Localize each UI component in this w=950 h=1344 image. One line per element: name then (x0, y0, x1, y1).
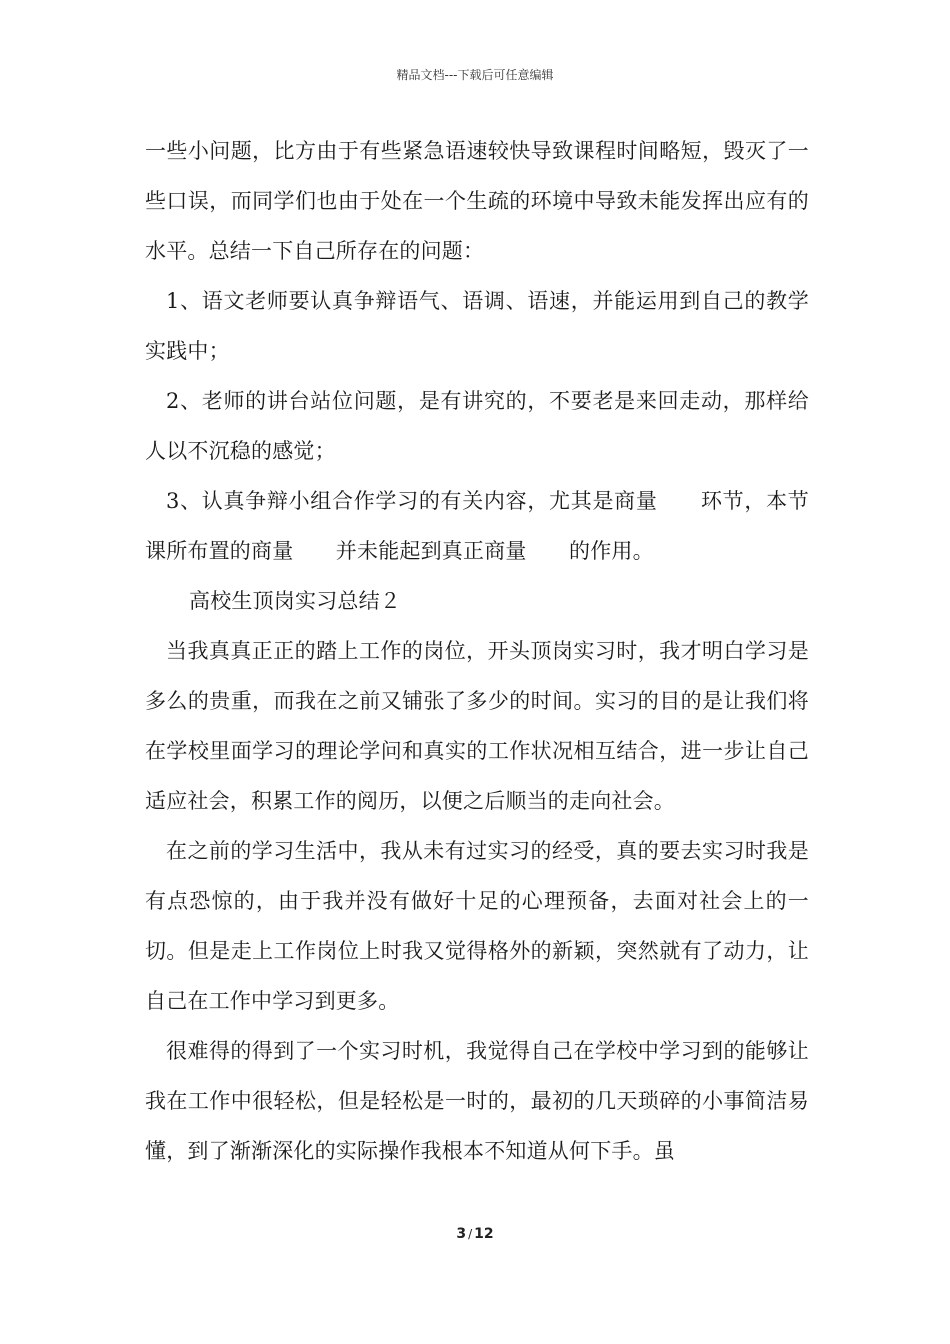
paragraph: 很难得的得到了一个实习时机，我觉得自己在学校中学习到的能够让我在工作中很轻松，但是轻松是一时的，最初的几天琐碎的小事简洁易懂，到了渐渐深化的实际操作我根本不知道从何下手。虽 (145, 1039, 809, 1163)
list-item: 2、老师的讲台站位问题，是有讲究的，不要老是来回走动，那样给人以不沉稳的感觉； (145, 389, 809, 463)
page-separator: / (468, 1227, 473, 1241)
paragraph: 在之前的学习生活中，我从未有过实习的经受，真的要去实习时我是有点恐惊的，由于我并没有做好十足的心理预备，去面对社会上的一切。但是走上工作岗位上时我又觉得格外的新颖，突然就有了动力，让自己在工作中学习到更多。 (145, 839, 809, 1013)
document-body (145, 126, 809, 1176)
section-heading: 高校生顶岗实习总结２ (189, 589, 401, 613)
paragraph: 一些小问题，比方由于有些紧急语速较快导致课程时间略短，毁灭了一些口误，而同学们也由于处在一个生疏的环境中导致未能发挥出应有的水平。总结一下自己所存在的问题： (145, 139, 809, 263)
paragraph: 当我真真正正的踏上工作的岗位，开头顶岗实习时，我才明白学习是多么的贵重，而我在之前又铺张了多少的时间。实习的目的是让我们将在学校里面学习的理论学问和真实的工作状况相互结合，进一步让自己适应社会，积累工作的阅历，以便之后顺当的走向社会。 (145, 639, 809, 813)
page-total: 12 (474, 1226, 494, 1242)
list-item: 3、认真争辩小组合作学习的有关内容，尤其是商量 环节，本节课所布置的商量 并未能起到真正商量 的作用。 (145, 489, 809, 563)
page-current: 3 (456, 1226, 467, 1242)
page-number (0, 1226, 950, 1242)
page-header: 精品文档---下载后可任意编辑 (396, 68, 554, 82)
list-item: 1、语文老师要认真争辩语气、语调、语速，并能运用到自己的教学实践中； (145, 289, 809, 363)
